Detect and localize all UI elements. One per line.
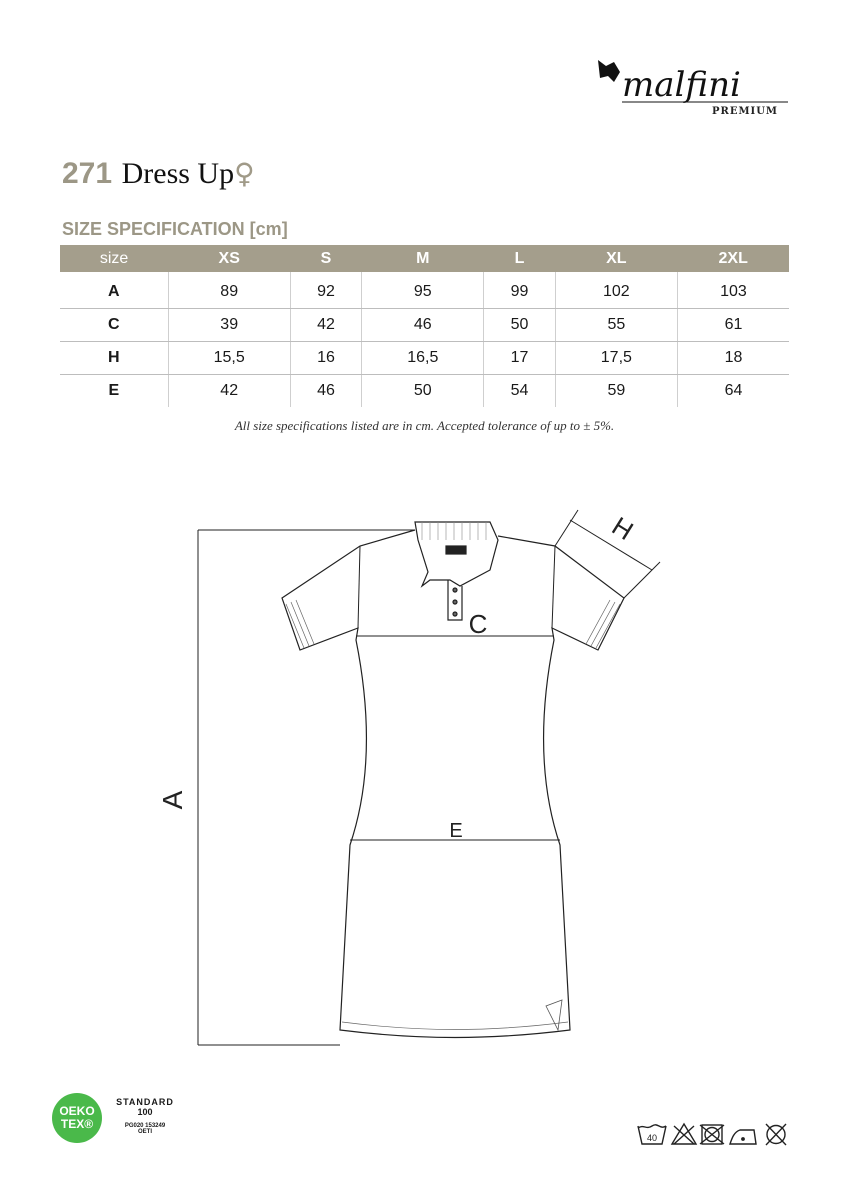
oeko-institute: OETI	[137, 1129, 152, 1135]
size-table	[60, 245, 789, 407]
row-label: H	[60, 342, 168, 375]
oeko-tex-logo	[52, 1093, 102, 1143]
oeko-tex-badge	[52, 1093, 182, 1153]
table-cell: 18	[677, 342, 789, 375]
no-bleach-icon	[672, 1124, 696, 1144]
label-e: E	[449, 820, 463, 842]
oeko-tex-text	[110, 1097, 180, 1135]
size-col-header: S	[290, 245, 361, 272]
table-cell: 59	[555, 375, 677, 408]
table-row	[60, 309, 789, 342]
page-title	[62, 156, 255, 191]
table-cell: 17	[484, 342, 555, 375]
wash-40-icon	[638, 1125, 666, 1144]
table-cell: 55	[555, 309, 677, 342]
label-h: H	[606, 510, 639, 547]
product-name: Dress Up	[121, 157, 235, 190]
female-icon: ♀	[234, 157, 255, 190]
care-symbols	[636, 1120, 796, 1150]
no-tumble-dry-icon	[700, 1125, 724, 1144]
size-col-header: XL	[555, 245, 677, 272]
product-code: 271	[62, 157, 113, 190]
wash-temperature: 40	[646, 1133, 658, 1143]
brand-name: malfini	[622, 65, 741, 105]
table-cell: 42	[290, 309, 361, 342]
label-c: C	[468, 609, 488, 639]
size-col-header: M	[362, 245, 484, 272]
table-cell: 17,5	[555, 342, 677, 375]
oeko-number: 100	[137, 1107, 153, 1117]
table-cell: 16	[290, 342, 361, 375]
table-cell: 50	[362, 375, 484, 408]
size-col-header: 2XL	[677, 245, 789, 272]
label-a: A	[160, 790, 188, 810]
size-header-row	[60, 245, 789, 272]
table-cell: 64	[677, 375, 789, 408]
iron-low-icon	[730, 1130, 756, 1144]
table-cell: 89	[168, 272, 290, 309]
dress-technical-drawing	[160, 500, 680, 1060]
table-cell: 99	[484, 272, 555, 309]
table-row	[60, 272, 789, 309]
oeko-logo-line1: OEKO	[59, 1104, 95, 1118]
size-col-header: L	[484, 245, 555, 272]
table-row	[60, 375, 789, 408]
table-cell: 46	[290, 375, 361, 408]
tolerance-note: All size specifications listed are in cm. Accepted tolerance of up to ± 5%.	[234, 418, 615, 433]
table-cell: 95	[362, 272, 484, 309]
row-label: E	[108, 382, 120, 399]
size-label: size	[60, 245, 168, 272]
table-cell: 15,5	[168, 342, 290, 375]
table-cell: 42	[168, 375, 290, 408]
table-cell: 54	[484, 375, 555, 408]
spec-heading: SIZE SPECIFICATION [cm]	[62, 219, 288, 239]
brand-subtitle: PREMIUM	[712, 106, 778, 117]
table-cell: 39	[168, 309, 290, 342]
no-dry-clean-icon	[766, 1124, 786, 1145]
row-label: A	[60, 272, 168, 309]
brand-logo	[592, 52, 792, 122]
table-cell: 103	[677, 272, 789, 309]
table-cell: 46	[362, 309, 484, 342]
oeko-logo-line2: TEX®	[60, 1117, 94, 1131]
row-label: C	[60, 309, 168, 342]
oeko-standard: STANDARD	[116, 1097, 174, 1107]
table-cell: 50	[484, 309, 555, 342]
table-cell: 61	[677, 309, 789, 342]
table-row	[60, 342, 789, 375]
table-cell: 102	[555, 272, 677, 309]
dress-outline	[160, 500, 680, 1060]
oeko-code: PG020 153249	[124, 1123, 166, 1129]
table-cell: 92	[290, 272, 361, 309]
size-col-header: XS	[168, 245, 290, 272]
table-cell: 16,5	[362, 342, 484, 375]
